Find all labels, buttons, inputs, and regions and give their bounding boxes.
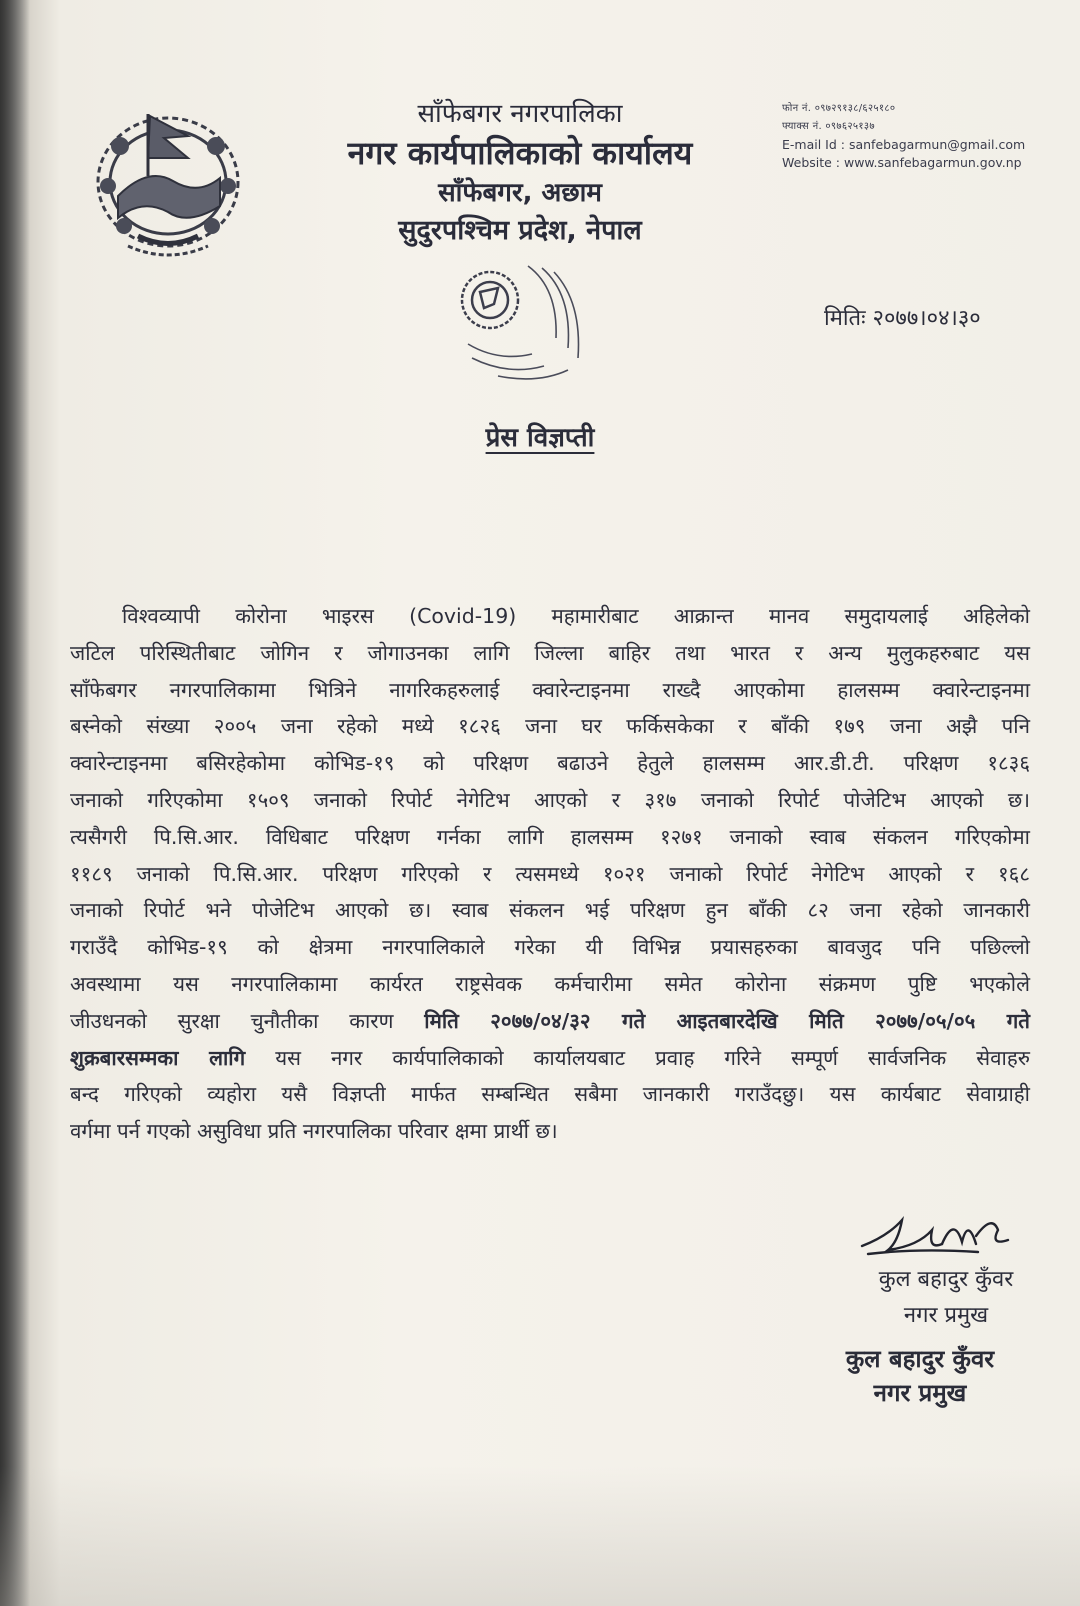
office-location: साँफेबगर, अछाम: [438, 178, 602, 208]
signatory-name: कुल बहादुर कुँवर: [878, 1267, 1014, 1292]
body-line: साँफेबगर नगरपालिकामा भित्रिने नागरिकहरुलाई क्वारेन्टाइनमा राख्दै आएकोमा हालसम्म क्वारेन्टाइनमा: [70, 677, 1030, 702]
website-address: Website : www.sanfebagarmun.gov.np: [782, 155, 1022, 170]
press-release-body: [70, 598, 1030, 1150]
body-line: वर्गमा पर्न गएको असुविधा प्रति नगरपालिका परिवार क्षमा प्रार्थी छ।: [70, 1119, 558, 1144]
body-line: जनाको गरिएकोमा १५०९ जनाको रिपोर्ट नेगेटिभ आएको र ३१७ जनाको रिपोर्ट पोजेटिभ आएको छ।: [70, 787, 1030, 812]
handwritten-signature: [858, 1206, 1018, 1262]
body-text: यस नगर कार्यपालिकाको कार्यालयबाट प्रवाह गरिने सम्पूर्ण सार्वजनिक सेवाहरु: [275, 1045, 1030, 1070]
office-header: [300, 96, 740, 250]
body-line: जटिल परिस्थितीबाट जोगिन र जोगाउनका लागि जिल्ला बाहिर तथा भारत र अन्य मुलुकहरुबाट यस: [70, 640, 1030, 665]
closure-dates: मिति २०७७/०४/३२ गते आइतबारदेखि मिति २०७७/०५/०५ गते: [424, 1008, 1030, 1033]
nepal-emblem-icon: [78, 86, 258, 266]
body-line: अवस्थामा यस नगरपालिकामा कार्यरत राष्ट्रसेवक कर्मचारीमा समेत कोरोना संक्रमण पुष्टि भएकोले: [70, 971, 1030, 996]
province-country: सुदुरपश्चिम प्रदेश, नेपाल: [398, 215, 642, 246]
signatory-handwritten: [856, 1262, 1036, 1334]
body-line: क्वारेन्टाइनमा बसिरहेकोमा कोभिड-१९ को परिक्षण बढाउने हेतुले हालसम्म आर.डी.टी. परिक्षण १८३६: [70, 751, 1030, 776]
body-line: [70, 1003, 1030, 1040]
municipality-name: साँफेबगर नगरपालिका: [417, 99, 623, 129]
body-line: बन्द गरिएको व्यहोरा यसै विज्ञप्ती मार्फत सम्बन्धित सबैमा जानकारी गराउँदछु। यस कार्यबाट सेवाग्राही: [70, 1082, 1030, 1107]
office-name: नगर कार्यपालिकाको कार्यालय: [347, 134, 693, 172]
signatory-stamp: [820, 1342, 1020, 1410]
closure-end: शुक्रबारसम्मका लागि: [70, 1045, 246, 1070]
body-line: जनाको रिपोर्ट भने पोजेटिभ आएको छ। स्वाब संकलन भई परिक्षण हुन बाँकी ८२ जना रहेको जानकारी: [70, 898, 1030, 923]
document-title: प्रेस विज्ञप्ती: [485, 423, 595, 453]
body-line: [70, 1040, 1030, 1077]
page-bottom-shade: [0, 1466, 1080, 1606]
contact-info: [782, 100, 1072, 172]
signatory-title: नगर प्रमुख: [903, 1303, 989, 1328]
issue-date: मितिः २०७७।०४।३०: [824, 306, 981, 331]
signatory-stamp-title: नगर प्रमुख: [873, 1379, 967, 1407]
fax-number: फ्याक्स नं. ०९७६२५१३७: [782, 121, 875, 132]
body-text: जीउधनको सुरक्षा चुनौतीका कारण: [70, 1008, 394, 1033]
body-line: गराउँदै कोभिड-१९ को क्षेत्रमा नगरपालिकाले गरेका यी विभिन्न प्रयासहरुका बावजुद पनि पछिल्लो: [70, 935, 1030, 960]
page-shadow: [0, 0, 30, 1606]
body-line: ११८९ जनाको पि.सि.आर. परिक्षण गरिएको र त्यसमध्ये १०२१ जनाको रिपोर्ट नेगेटिभ आएको र १६८: [70, 861, 1030, 886]
phone-number: फोन नं. ०९७२९१३८/६२५१८०: [782, 103, 896, 114]
body-line: त्यसैगरी पि.सि.आर. विधिबाट परिक्षण गर्नका लागि हालसम्म १२७१ जनाको स्वाब संकलन गरिएकोमा: [70, 824, 1030, 849]
email-address: E-mail Id : sanfebagarmun@gmail.com: [782, 137, 1026, 152]
signatory-stamp-name: कुल बहादुर कुँवर: [845, 1345, 995, 1373]
office-stamp-icon: [458, 258, 628, 388]
body-line: बस्नेको संख्या २००५ जना रहेको मध्ये १८२६ जना घर फर्किसकेका र बाँकी १७९ जना अझै पनि: [70, 714, 1030, 739]
body-line: विश्वव्यापी कोरोना भाइरस (Covid-19) महामारीबाट आक्रान्त मानव समुदायलाई अहिलेको: [122, 604, 1030, 628]
